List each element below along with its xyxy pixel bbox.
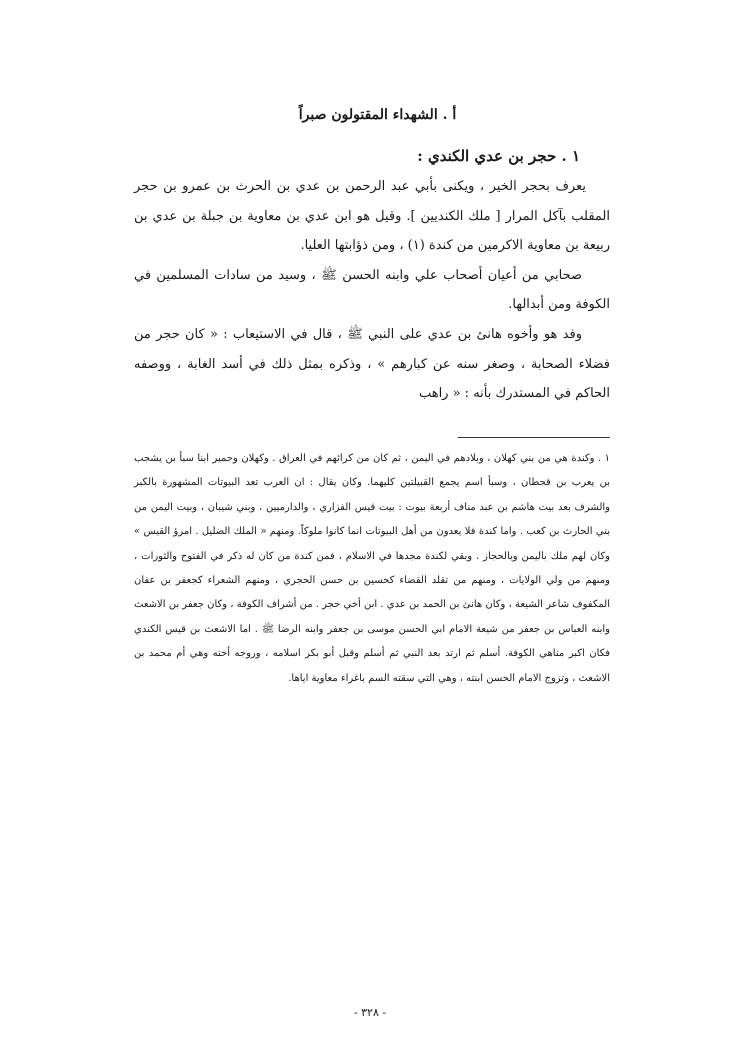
person-heading: ١ . حجر بن عدي الكندي : <box>417 147 580 165</box>
footnotes <box>134 447 610 691</box>
paragraph: يعرف بحجر الخير ، ويكنى بأبي عبد الرحمن بن عدي بن الحرث بن عمرو بن حجر المقلب بآكل المرار [ ملك الكنديين ]. وقيل هو ابن عدي بن معاوية بن جبلة بن عدي بن ربيعة بن معاوية الاكرمين من كندة (١) ، ومن ذؤابتها العليا. <box>134 179 610 254</box>
page-number: - ٣٢٨ - <box>353 1006 387 1019</box>
paragraph: صحابي من أعيان أصحاب علي وابنه الحسن ﷺ ، وسيد من سادات المسلمين في الكوفة ومن أبدالها. <box>134 267 610 313</box>
main-text <box>134 172 610 409</box>
section-heading: أ . الشهداء المقتولون صبراً <box>298 107 457 123</box>
paragraph: وفد هو وأخوه هانئ بن عدي على النبي ﷺ ، قال في الاستيعاب : « كان حجر من فضلاء الصحابة ، وصغر سنه عن كبارهم » ، وذكره بمثل ذلك في أسد الغابة ، ووصفه الحاكم في المستدرك بأنه : « راهب <box>134 326 610 402</box>
footnote: ١ . وكندة هي من بني كهلان ، وبلادهم في اليمن ، ثم كان من كرائهم في العراق . وكهلان وحمير ابنا سبأ بن يشجب بن يعرب بن قحطان ، وسبأ اسم يجمع القبيلتين كليهما. وكان يقال : ان العرب تعد البيوتات المشهورة بالكبر والشرف بعد بيت هاشم بن عبد مناف أربعة بيوت : بيت قيس الفزاري ، والدارميين ، وبني شيبان ، وبيت اليمن من بني الحارث بن كعب . واما كندة فلا يعدون من أهل البيوتات انما كانوا ملوكاً. ومنهم « الملك الضليل . امرؤ القيس » وكان لهم ملك باليمن وبالحجاز . وبقي لكندة مجدها في الاسلام ، فمن كندة من كان له ذكر في الفتوح والثورات ، ومنهم من ولي الولايات ، ومنهم من تقلد القضاء كحسين بن حسن الحجري ، ومنهم الشعراء كجعفر بن عفان المكفوف شاعر الشيعة ، وكان هانئ بن الحمد بن عدي . ابن أخي حجر . من أشراف الكوفة ، وكان جعفر بن الاشعث وابنه العباس بن جعفر من شيعة الامام ابي الحسن موسى بن جعفر وابنه الرضا ﷺ . اما الاشعث بن قيس الكندي فكان اكبر مناهي الكوفة. أسلم ثم ارتد بعد النبي ثم أسلم وقبل أبو بكر اسلامه ، وروجه أخته وهي أم محمد بن الاشعث ، وتزوج الامام الحسن ابنته ، وهي التي سقته السم باغراء معاوية اياها. <box>134 453 610 684</box>
footnote-divider <box>458 437 610 438</box>
